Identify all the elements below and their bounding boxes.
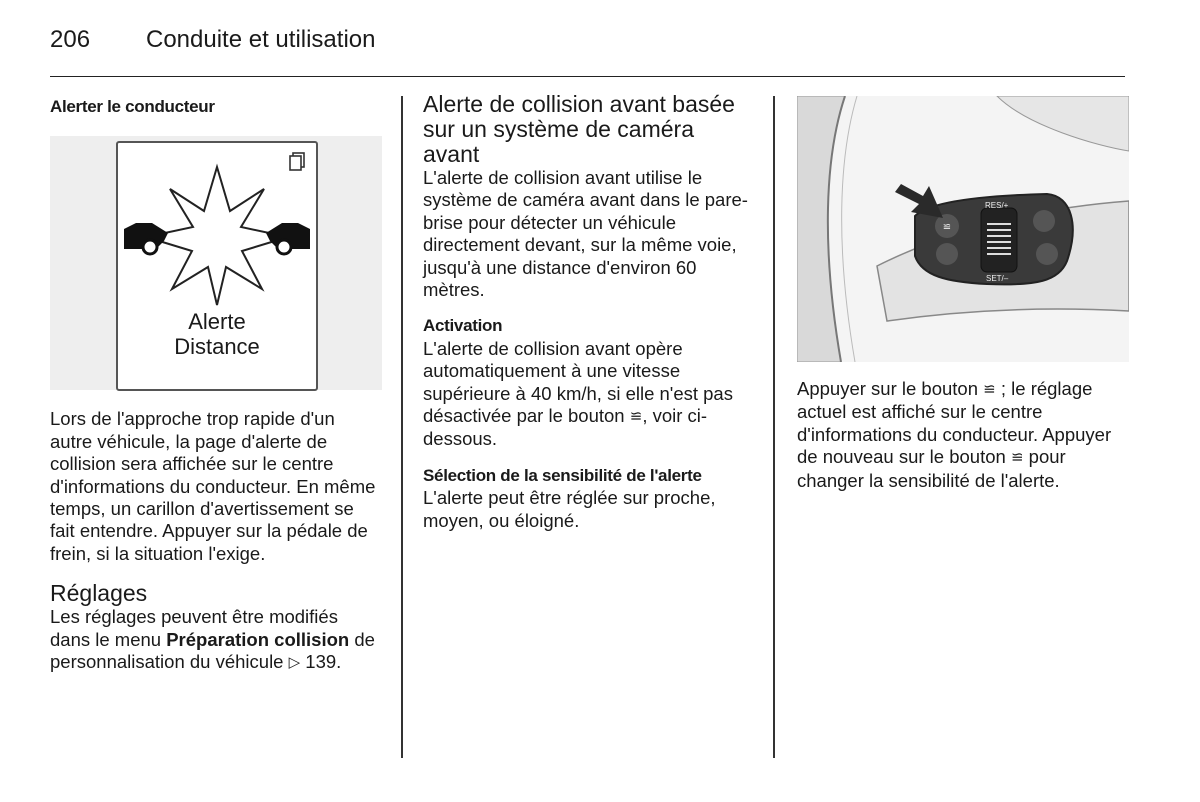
car-right-icon: [266, 223, 310, 254]
label-res: RES/+: [985, 201, 1009, 210]
column-divider-1: [401, 96, 403, 758]
reference-arrow-icon: ▷: [288, 654, 301, 672]
collision-alert-icon: ≌: [983, 381, 996, 398]
steering-wheel-figure: [797, 96, 1129, 362]
paragraph-button: Appuyer sur le bouton ≌ ; le réglage actuel est affiché sur le centre d'informations du conducteur. Appuyer de nouveau sur le bouton ≌ pour changer la sensibilité de l'alerte.: [797, 378, 1112, 491]
label-set: SET/–: [986, 274, 1009, 283]
cruise-button: [936, 243, 958, 265]
display-text-distance: Distance: [174, 334, 260, 360]
paragraph-intro: L'alerte de collision avant utilise le système de caméra avant dans le pare-brise pour détecter un véhicule directement devant, sur la même voie, jusqu'à une distance d'environ 60 mètres.: [423, 167, 748, 301]
speed-limit-button: [1033, 210, 1055, 232]
book-icon: [290, 153, 304, 170]
svg-text:≌: ≌: [942, 222, 952, 233]
cluster-display: [116, 141, 318, 391]
page-number: 206: [50, 26, 91, 53]
paragraph-alert: Lors de l'approche trop rapide d'un autre véhicule, la page d'alerte de collision sera affichée sur le centre d'informations du conducteur. En même temps, un carillon d'avertissement se fait entendre. Appuyer sur la pédale de frein, si la situation l'exige.: [50, 408, 376, 564]
subheading-sensitivity: Sélection de la sensibilité de l'alerte: [423, 465, 702, 485]
steering-wheel-graphic: [797, 96, 1129, 362]
collision-display-figure: [50, 136, 382, 390]
subheading-activation: Activation: [423, 316, 503, 336]
collision-alert-icon: ≌: [1010, 449, 1024, 467]
menu-name: Préparation collision: [166, 628, 350, 650]
page-header: [50, 24, 1125, 77]
column-3: [797, 92, 1129, 492]
paragraph-activation: L'alerte de collision avant opère automatiquement à une vitesse supérieure à 40 km/h, si elle n'est pas désactivée par le bouton ≌, voir ci-dessous.: [423, 337, 733, 450]
heading-settings: Réglages: [50, 580, 148, 607]
column-2: [423, 92, 753, 532]
page-title: Conduite et utilisation: [146, 26, 376, 53]
starburst-shape: [146, 167, 288, 305]
column-divider-2: [773, 96, 775, 758]
heading-camera-alert: Alerte de collision avant basée sur un système de caméra avant: [423, 91, 735, 167]
car-left-icon: [124, 223, 168, 254]
subheading-alert-driver: Alerter le conducteur: [50, 97, 215, 116]
paragraph-settings: Les réglages peuvent être modifiés dans le menu Préparation collision de personnalisation du véhicule ▷ 139.: [50, 606, 382, 674]
paragraph-sensitivity: L'alerte peut être réglée sur proche, moyen, ou éloigné.: [423, 487, 716, 531]
page-reference: 139.: [305, 651, 342, 673]
collision-alert-icon: ≌: [629, 408, 643, 426]
column-1: [50, 92, 382, 674]
display-text-alerte: Alerte: [188, 309, 246, 335]
distance-button: [1036, 243, 1058, 265]
